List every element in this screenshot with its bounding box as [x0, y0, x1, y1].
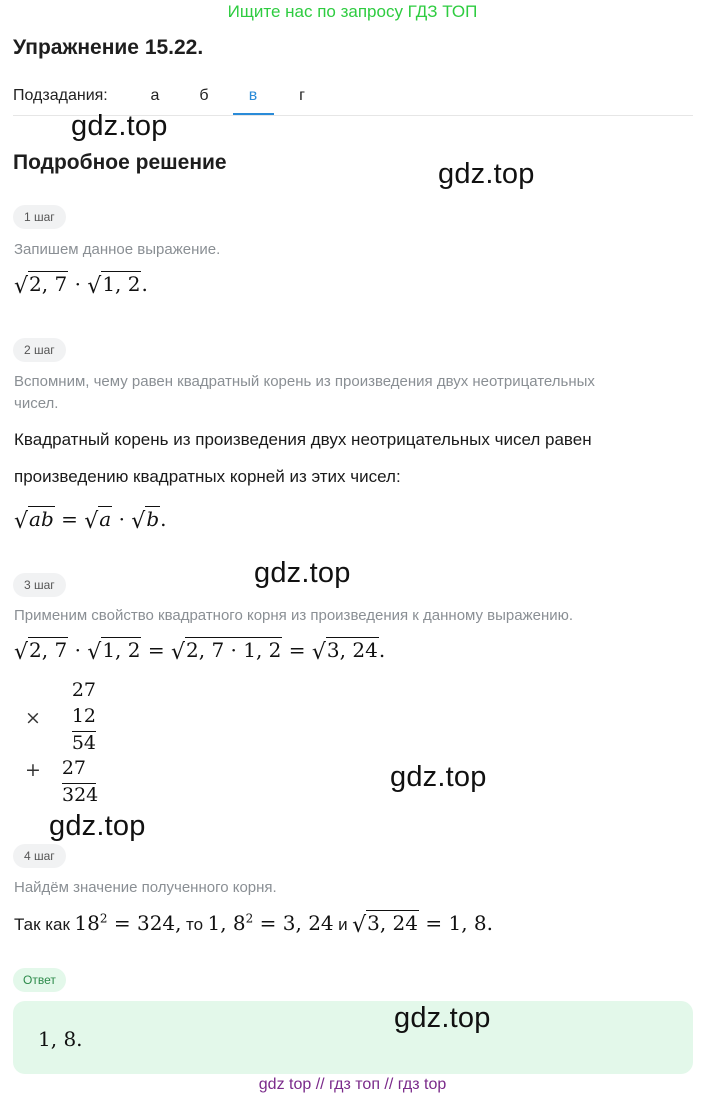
- watermark: gdz.top: [49, 810, 146, 842]
- step-hint: Найдём значение полученного корня.: [14, 879, 277, 896]
- page-title: Упражнение 15.22.: [13, 36, 204, 59]
- step-badge: 3 шаг: [13, 573, 66, 597]
- sqrt: √3, 24: [352, 911, 418, 938]
- step-hint: Применим свойство квадратного корня из произведения к данному выражению.: [14, 607, 574, 624]
- rule-text: Квадратный корень из произведения двух неотрицательных чисел равен: [14, 430, 592, 449]
- tab-a[interactable]: а: [150, 87, 160, 104]
- expression: √2, 7 · √1, 2.: [14, 272, 148, 299]
- multiplier: 12: [71, 705, 96, 727]
- promo-banner: Ищите нас по запросу ГДЗ ТОП: [227, 2, 478, 21]
- partial-product: 27: [61, 757, 86, 779]
- watermark: gdz.top: [254, 557, 351, 589]
- tab-b[interactable]: б: [199, 87, 209, 104]
- sqrt: √ab: [14, 507, 54, 534]
- column-sum: 324: [62, 784, 99, 806]
- sqrt: √a: [84, 507, 112, 534]
- footer-links[interactable]: gdz top // гдз топ // гдз top: [258, 1076, 447, 1093]
- answer-value: 1, 8.: [38, 1027, 83, 1051]
- times-sign: ×: [25, 707, 41, 729]
- watermark: gdz.top: [394, 1002, 491, 1034]
- watermark: gdz.top: [438, 158, 535, 190]
- tab-g[interactable]: г: [299, 87, 305, 104]
- watermark: gdz.top: [71, 110, 168, 142]
- sqrt: √1, 2: [87, 638, 141, 665]
- section-title: Подробное решение: [13, 151, 227, 174]
- sqrt: √3, 24: [311, 638, 378, 665]
- subtasks-label: Подзадания:: [13, 87, 108, 104]
- rule-text: произведению квадратных корней из этих чисел:: [14, 467, 401, 486]
- step-hint: Вспомним, чему равен квадратный корень из произведения двух неотрицательных: [14, 373, 595, 390]
- conclusion-line: Так как $18^2 = 324$, то 1, $8^2 = 3$, 24 и √3, 24 = 1, 8.: [14, 911, 493, 938]
- step-hint: Запишем данное выражение.: [14, 241, 221, 258]
- plus-sign: +: [25, 759, 41, 781]
- sqrt: √2, 7: [14, 272, 68, 299]
- partial-product: 54: [71, 732, 96, 754]
- answer-box: [13, 1001, 693, 1074]
- step-hint: чисел.: [14, 395, 59, 412]
- sqrt: √1, 2: [87, 272, 141, 299]
- active-tab-indicator: [233, 113, 274, 115]
- sqrt: √b: [131, 507, 160, 534]
- answer-badge: Ответ: [13, 968, 66, 992]
- step-badge: 2 шаг: [13, 338, 66, 362]
- step-badge: 4 шаг: [13, 844, 66, 868]
- sqrt: √2, 7: [14, 638, 68, 665]
- sqrt: √2, 7 · 1, 2: [170, 638, 282, 665]
- multiplicand: 27: [71, 679, 96, 701]
- tab-v[interactable]: в: [248, 87, 258, 104]
- watermark: gdz.top: [390, 761, 487, 793]
- expression: √2, 7 · √1, 2 = √2, 7 · 1, 2 = √3, 24.: [14, 638, 386, 665]
- step-badge: 1 шаг: [13, 205, 66, 229]
- formula: √ab = √a · √b.: [14, 507, 167, 534]
